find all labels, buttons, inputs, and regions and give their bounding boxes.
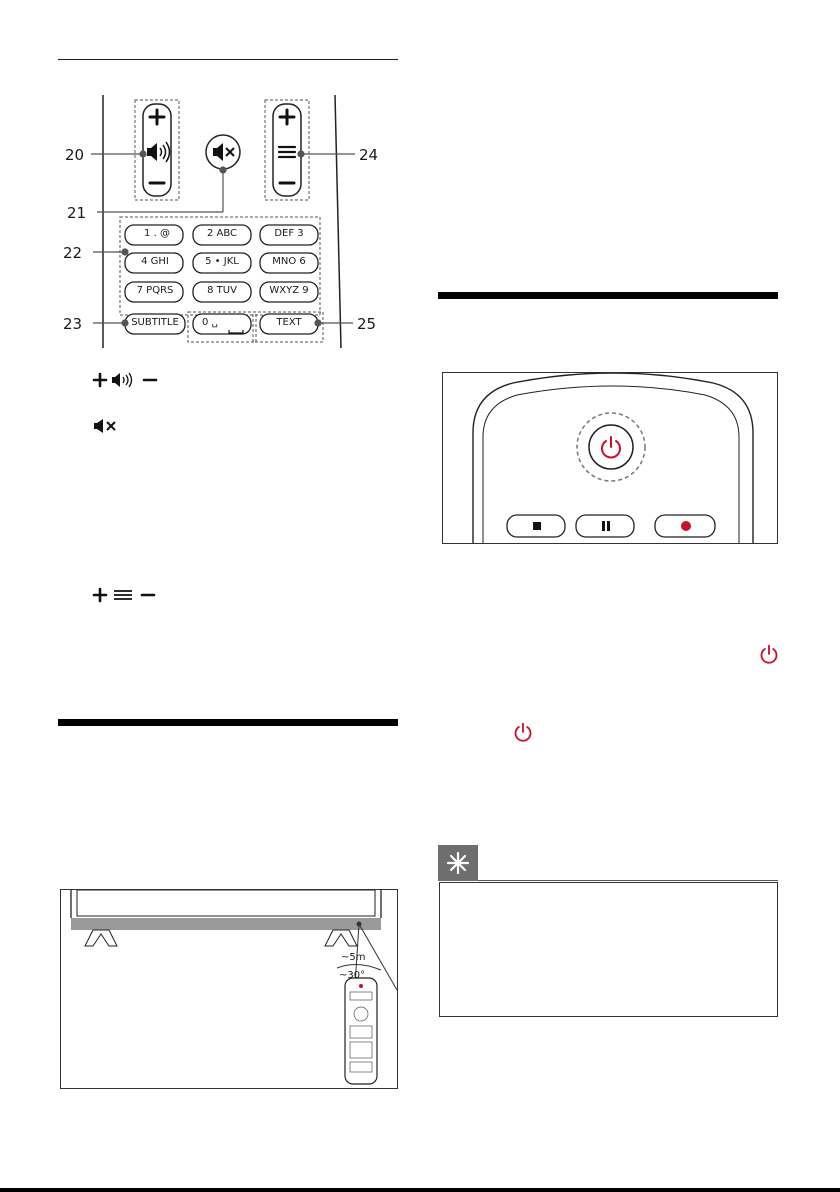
record-icon: [680, 520, 692, 532]
text-key: TEXT: [276, 317, 302, 328]
tip-header-rule: [478, 880, 778, 881]
key-9: WXYZ 9: [269, 285, 309, 296]
key-8: 8 TUV: [207, 285, 237, 296]
key-1: 1 . @: [144, 228, 170, 239]
key-3: DEF 3: [274, 228, 304, 239]
volume-icon: [92, 372, 158, 388]
top-rule: [58, 59, 398, 60]
key-2: 2 ABC: [206, 228, 238, 239]
stop-icon: [532, 521, 542, 531]
callout-23: 23: [63, 315, 83, 333]
tip-header: [438, 845, 478, 881]
power-icon-inline-1: [759, 644, 779, 664]
tip-icon: [446, 851, 470, 875]
section-rule-left: [58, 719, 398, 726]
key-5: 5 • JKL: [205, 256, 239, 267]
power-button-figure: [442, 372, 778, 544]
remote-keys-illustration: [55, 90, 405, 350]
key-4: 4 GHI: [141, 256, 169, 267]
tip-box: [439, 882, 778, 1017]
range-distance-label: ~5m: [341, 952, 366, 963]
callout-20: 20: [65, 146, 85, 164]
channel-menu-icon: [92, 587, 156, 603]
remote-keys-diagram: [55, 90, 405, 350]
subtitle-key: SUBTITLE: [131, 317, 179, 328]
callout-25: 25: [357, 315, 377, 333]
mute-icon: [92, 418, 118, 434]
callout-21: 21: [67, 204, 87, 222]
power-icon: [599, 435, 623, 459]
callout-24: 24: [359, 146, 379, 164]
range-angle-label: ~30°: [339, 970, 366, 981]
pause-icon: [601, 521, 611, 531]
remote-range-diagram: [60, 889, 398, 1089]
callout-22: 22: [63, 244, 83, 262]
page-bottom-border: [0, 1188, 840, 1192]
zero-key: 0 ␣: [202, 317, 218, 328]
power-icon-inline-2: [513, 722, 533, 742]
section-rule-right: [438, 292, 778, 299]
key-7: 7 PQRS: [136, 285, 174, 296]
key-6: MNO 6: [272, 256, 306, 267]
